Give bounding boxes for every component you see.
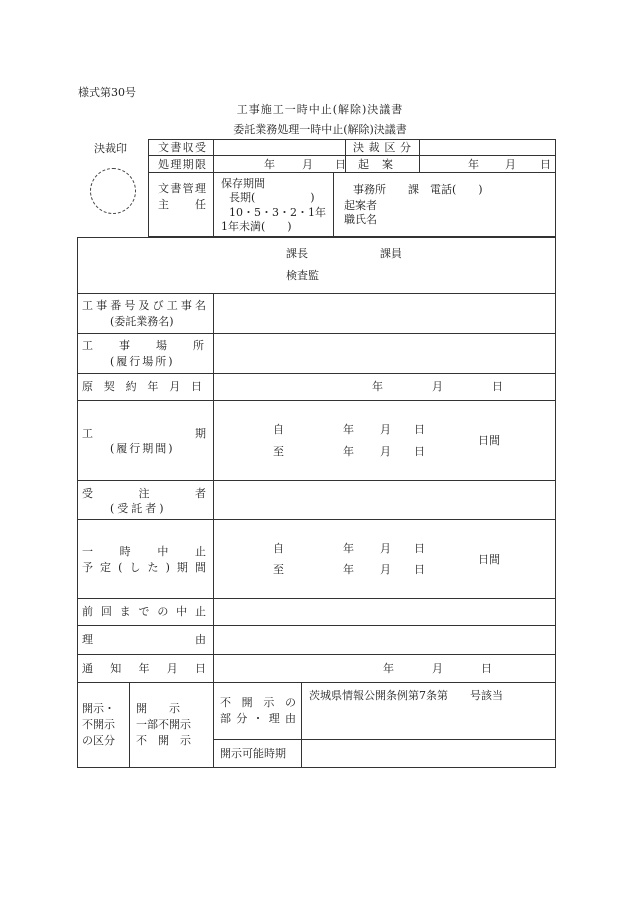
- decision-class-label: 決 裁 区 分: [353, 141, 411, 154]
- notice-day: 日: [481, 662, 492, 675]
- reason-label: 理由: [82, 633, 206, 646]
- row-divider: [77, 333, 556, 334]
- ordinance-text: 茨城県情報公開条例第7条第 号該当: [309, 689, 503, 702]
- period-to-year: 年: [343, 445, 354, 458]
- section-chief-label: 課長: [286, 247, 308, 260]
- site-sub-label: (履行場所): [110, 355, 175, 368]
- deadline-month: 月: [302, 158, 313, 171]
- drafted-year: 年: [468, 158, 479, 171]
- consignment-name-label: (委託業務名): [110, 315, 174, 328]
- period-sub-label: (履行期間): [110, 442, 175, 455]
- drafted-day: 日: [540, 158, 551, 171]
- suspension-to-day: 日: [414, 563, 425, 576]
- nondisclose-reason-label: 部分・理由: [220, 712, 296, 725]
- option-nondisclose[interactable]: 不 開 示: [136, 734, 191, 747]
- suspension-from-day: 日: [414, 542, 425, 555]
- reason-field[interactable]: [215, 627, 554, 653]
- header-divider: [333, 172, 334, 237]
- column-divider: [301, 682, 302, 768]
- contractor-field[interactable]: [215, 482, 554, 518]
- suspension-to-year: 年: [343, 563, 354, 576]
- retention-years: 10・5・3・2・1年: [229, 206, 326, 219]
- deadline-day: 日: [335, 158, 346, 171]
- period-from-month: 月: [380, 423, 391, 436]
- available-date-label: 開示可能時期: [220, 747, 286, 760]
- form-title-consignment: 委託業務処理一時中止(解除)決議書: [233, 123, 407, 136]
- deadline-year: 年: [264, 158, 275, 171]
- work-name-label: 工 事 番 号 及 び 工 事 名: [82, 299, 206, 312]
- period-to-day: 日: [414, 445, 425, 458]
- header-divider: [419, 139, 420, 172]
- drafted-label: 起 案: [358, 158, 394, 171]
- period-to-label: 至: [273, 445, 284, 458]
- doc-receipt-label: 文 書 収 受: [158, 141, 206, 154]
- contractor-sub-label: (受託者): [110, 502, 167, 515]
- staff-label: 課員: [380, 247, 402, 260]
- disclosure-category-line1: 開示・: [82, 702, 115, 715]
- row-divider: [77, 682, 556, 683]
- row-divider: [77, 480, 556, 481]
- site-field[interactable]: [215, 335, 554, 372]
- row-divider: [77, 625, 556, 626]
- suspension-from-month: 月: [380, 542, 391, 555]
- decision-class-field[interactable]: [421, 140, 554, 154]
- doc-manager-chief: [158, 199, 206, 210]
- row-divider: [77, 400, 556, 401]
- form-number: 様式第30号: [78, 86, 136, 99]
- doc-manager-label: 文 書 管 理: [158, 182, 206, 195]
- period-from-year: 年: [343, 423, 354, 436]
- inspector-label: 検査監: [286, 269, 319, 282]
- header-divider: [148, 155, 556, 156]
- retention-under: 1年未満( ): [221, 220, 292, 233]
- header-divider: [213, 139, 214, 237]
- seal-circle: [90, 168, 136, 214]
- site-label: 工事場所: [82, 339, 206, 352]
- row-divider: [77, 654, 556, 655]
- retention-long: 長期( ): [229, 191, 315, 204]
- office-line: 事務所 課 電話( ): [353, 183, 483, 196]
- option-disclose[interactable]: 開 示: [136, 702, 180, 715]
- suspension-from-label: 自: [273, 542, 284, 555]
- work-name-field[interactable]: [215, 295, 554, 332]
- row-divider: [77, 293, 556, 294]
- previous-suspension-field[interactable]: [215, 600, 554, 624]
- option-partial-nondisclose[interactable]: 一部不開示: [136, 718, 191, 731]
- period-from-day: 日: [414, 423, 425, 436]
- doc-manager-chief-text: 主 任: [158, 198, 206, 211]
- notice-month: 月: [432, 662, 443, 675]
- suspension-label: 一時中止: [82, 545, 206, 558]
- period-label: 工期: [82, 427, 206, 440]
- original-contract-date-label: 原契約年月日: [82, 380, 206, 393]
- suspension-from-year: 年: [343, 542, 354, 555]
- available-date-field[interactable]: [303, 741, 554, 766]
- row-divider: [213, 739, 556, 740]
- form-title-construction: 工事施工一時中止(解除)決議書: [236, 103, 404, 116]
- column-divider: [129, 682, 130, 768]
- header-divider: [148, 172, 556, 173]
- period-from-label: 自: [273, 423, 284, 436]
- previous-suspension-label: 前回までの中止: [82, 605, 206, 618]
- notice-year: 年: [383, 662, 394, 675]
- approval-seal-label: 決裁印: [94, 142, 127, 155]
- contractor-label: 受注者: [82, 487, 206, 500]
- row-divider: [77, 598, 556, 599]
- contract-month: 月: [432, 380, 443, 393]
- period-to-month: 月: [380, 445, 391, 458]
- retention-title: 保存期間: [221, 177, 265, 190]
- doc-receipt-field[interactable]: [215, 140, 344, 154]
- drafter-label: 起案者: [344, 199, 377, 212]
- period-days-label: 日間: [478, 434, 500, 447]
- suspension-sub-label: 予定(した)期間: [82, 561, 206, 574]
- contract-year: 年: [372, 380, 383, 393]
- suspension-days-label: 日間: [478, 553, 500, 566]
- nondisclose-part-label: 不開示の: [220, 696, 296, 709]
- row-divider: [77, 519, 556, 520]
- deadline-label: 処 理 期 限: [158, 158, 206, 171]
- drafter-position: 職氏名: [344, 213, 377, 226]
- disclosure-category-line2: 不開示: [82, 718, 115, 731]
- notice-date-label: 通知年月日: [82, 662, 206, 675]
- suspension-to-month: 月: [380, 563, 391, 576]
- suspension-to-label: 至: [273, 563, 284, 576]
- column-divider: [213, 293, 214, 768]
- row-divider: [77, 373, 556, 374]
- disclosure-category-line3: の区分: [82, 734, 115, 747]
- contract-day: 日: [492, 380, 503, 393]
- drafted-month: 月: [505, 158, 516, 171]
